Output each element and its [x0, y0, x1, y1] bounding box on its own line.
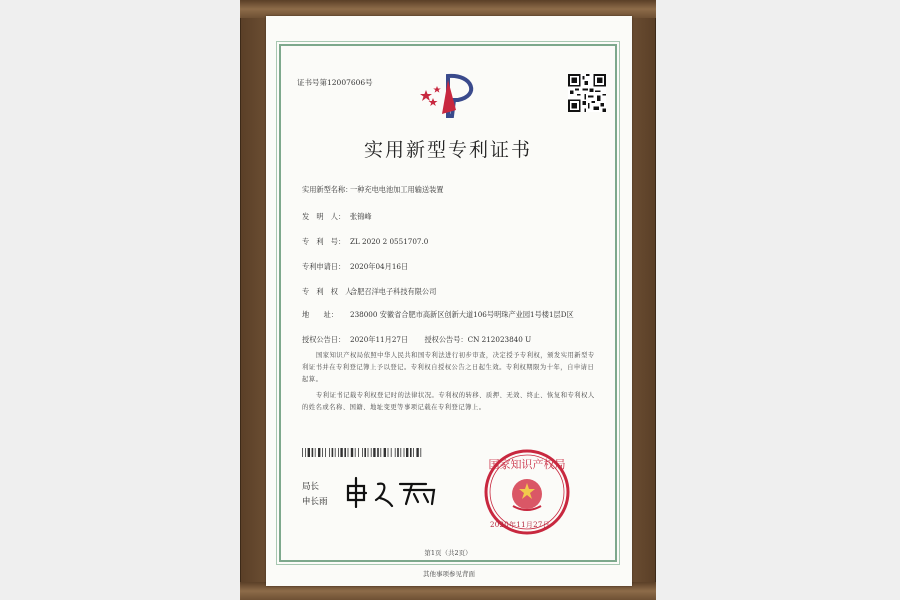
- field-patent-number: 专 利 号： ZL 2020 2 0551707.0: [302, 237, 429, 246]
- barcode-bar: [305, 448, 306, 457]
- seal-text: 国家知识产权局: [488, 458, 566, 471]
- field-patentee: 专 利 权 人：合肥召洋电子科技有限公司: [302, 287, 437, 296]
- page-number: 第1页（共2页）: [424, 549, 472, 557]
- barcode-bar: [371, 448, 372, 457]
- field-address: 地 址： 238000 安徽省合肥市高新区创新大道106号明珠产业园1号楼1层D区: [302, 310, 574, 319]
- certificate-number: 证书号第12007606号: [297, 78, 373, 87]
- barcode-bar: [364, 448, 366, 457]
- barcode-bar: [351, 448, 353, 457]
- back-note: 其他事项参见背面: [423, 570, 475, 578]
- barcode-bar: [348, 448, 349, 457]
- barcode-bar: [410, 448, 412, 457]
- barcode-bar: [340, 448, 342, 457]
- barcode-bar: [380, 448, 381, 457]
- barcode-bar: [397, 448, 399, 457]
- barcode-bar: [355, 448, 356, 457]
- barcode-bar: [416, 448, 418, 457]
- director-signature-icon: [342, 476, 452, 508]
- barcode-bar: [368, 448, 369, 457]
- barcode-bar: [391, 448, 392, 457]
- field-utility-model-name: 实用新型名称：一种充电电池加工用输送装置: [302, 185, 444, 194]
- barcode-icon: [302, 448, 422, 457]
- barcode-bar: [325, 448, 326, 457]
- seal-date: 2020年11月27日: [490, 521, 550, 529]
- qr-code-icon: [568, 74, 606, 112]
- barcode-bar: [338, 448, 339, 457]
- field-application-date: 专利申请日： 2020年04月16日: [302, 262, 409, 271]
- barcode-bar: [384, 448, 386, 457]
- paragraph-grant-statement: 国家知识产权局依照中华人民共和国专利法进行初步审查，决定授予专利权，颁发实用新型专利证书并在专利登记簿上予以登记。专利权自授权公告之日起生效。专利权期限为十年，自申请日起算。: [302, 352, 595, 383]
- field-grant-date: 授权公告日： 2020年11月27日 授权公告号：CN 212023840 U: [302, 335, 532, 344]
- announcement-number: 授权公告号：CN 212023840 U: [424, 335, 532, 344]
- patent-office-logo-icon: [418, 70, 488, 120]
- field-inventor: 发 明 人： 张锦峰: [302, 212, 372, 221]
- barcode-bar: [404, 448, 405, 457]
- barcode-bar: [344, 448, 346, 457]
- paragraph-legal-status: 专利证书记载专利权登记时的法律状况。专利权的转移、质押、无效、终止、恢复和专利权人的姓名或名称、国籍、地址变更等事项记载在专利登记簿上。: [302, 392, 595, 411]
- barcode-bar: [413, 448, 414, 457]
- barcode-bar: [395, 448, 396, 457]
- barcode-bar: [358, 448, 359, 457]
- barcode-bar: [400, 448, 401, 457]
- director-title: 局长: [302, 482, 320, 492]
- barcode-bar: [312, 448, 314, 457]
- barcode-bar: [329, 448, 330, 457]
- director-name: 申长雨: [302, 497, 328, 507]
- barcode-bar: [373, 448, 375, 457]
- barcode-bar: [335, 448, 336, 457]
- certificate-title: 实用新型专利证书: [363, 139, 532, 161]
- barcode-bar: [315, 448, 316, 457]
- director-block: [302, 480, 328, 510]
- barcode-bar: [318, 448, 320, 457]
- barcode-bar: [362, 448, 363, 457]
- barcode-bar: [388, 448, 389, 457]
- barcode-bar: [332, 448, 334, 457]
- barcode-bar: [322, 448, 323, 457]
- barcode-bar: [420, 448, 421, 457]
- barcode-bar: [406, 448, 408, 457]
- barcode-bar: [377, 448, 379, 457]
- barcode-bar: [302, 448, 303, 457]
- barcode-bar: [308, 448, 310, 457]
